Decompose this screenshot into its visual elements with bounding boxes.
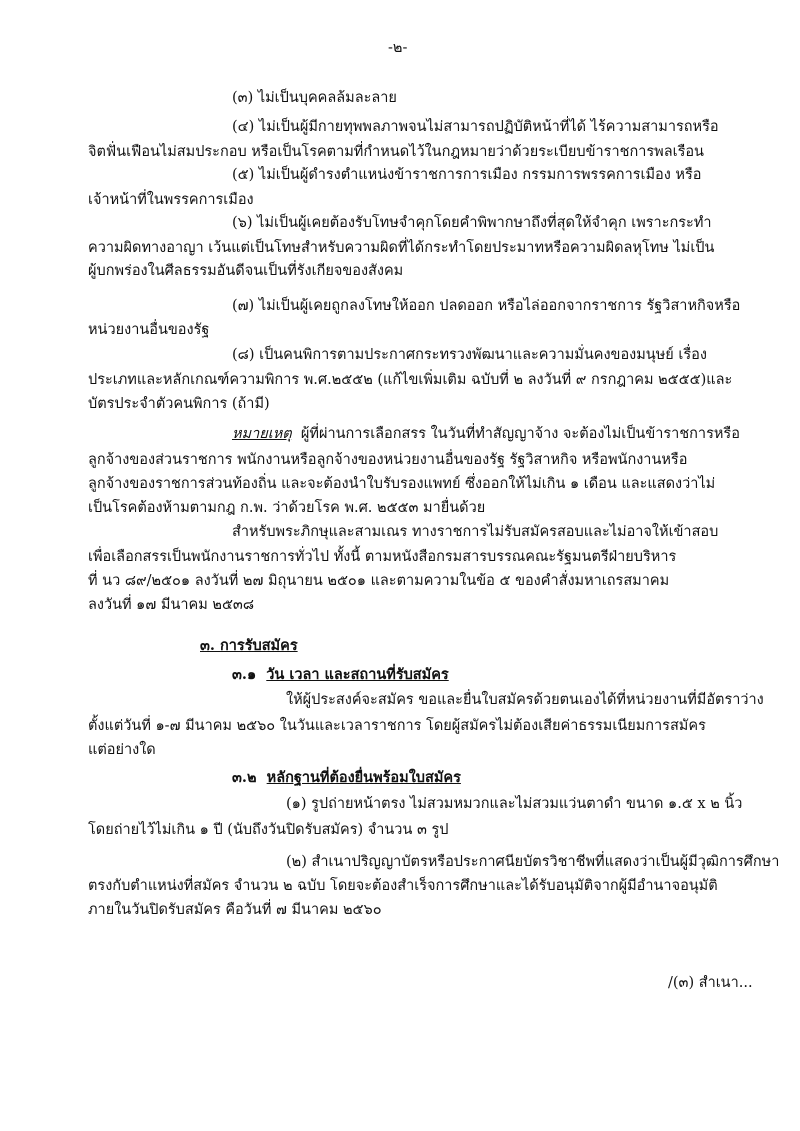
- item-6-line-3: ผู้บกพร่องในศีลธรรมอันดีจนเป็นที่รังเกียจของสังคม: [88, 263, 404, 279]
- monk-line-1: สำหรับพระภิกษุและสามเณร ทางราชการไม่รับสมัครสอบและไม่อาจให้เข้าสอบ: [232, 524, 719, 540]
- note-line-4: เป็นโรคต้องห้ามตามกฎ ก.พ. ว่าด้วยโรค พ.ศ. ๒๕๕๓ มายื่นด้วย: [88, 500, 486, 516]
- section-3-2-number: ๓.๒: [232, 769, 257, 786]
- item-8-line-3: บัตรประจำตัวคนพิการ (ถ้ามี): [88, 396, 270, 412]
- item-6-line-2: ความผิดทางอาญา เว้นแต่เป็นโทษสำหรับความผิดที่ได้กระทำโดยประมาทหรือความผิดลหุโทษ ไม่เป็น: [88, 240, 715, 256]
- section-3-2-item-1-line-1: (๑) รูปถ่ายหน้าตรง ไม่สวมหมวกและไม่สวมแว่นตาดำ ขนาด ๑.๕ x ๒ นิ้ว: [286, 796, 743, 812]
- item-8-line-1: (๘) เป็นคนพิการตามประกาศกระทรวงพัฒนาและความมั่นคงของมนุษย์ เรื่อง: [232, 347, 707, 363]
- section-3-1-heading: [232, 665, 449, 685]
- section-3-2-item-2-line-3: ภายในวันปิดรับสมัคร คือวันที่ ๗ มีนาคม ๒๕๖๐: [88, 902, 382, 918]
- next-page-marker: /(๓) สำเนา...: [668, 975, 753, 991]
- note-line-2: ลูกจ้างของส่วนราชการ พนักงานหรือลูกจ้างของหน่วยงานอื่นของรัฐ รัฐวิสาหกิจ หรือพนักงานหรือ: [88, 452, 688, 468]
- section-3-title: [200, 636, 298, 656]
- note-text: ผู้ที่ผ่านการเลือกสรร ในวันที่ทำสัญญาจ้าง จะต้องไม่เป็นข้าราชการหรือ: [300, 426, 740, 442]
- item-4-line-2: จิตฟั่นเฟือนไม่สมประกอบ หรือเป็นโรคตามที่กำหนดไว้ในกฎหมายว่าด้วยระเบียบข้าราชการพลเรือน: [88, 144, 704, 160]
- item-3: (๓) ไม่เป็นบุคคลล้มละลาย: [232, 90, 397, 106]
- section-3-1-line-2: ตั้งแต่วันที่ ๑-๗ มีนาคม ๒๕๖๐ ในวันและเวลาราชการ โดยผู้สมัครไม่ต้องเสียค่าธรรมเนียมการสมัคร: [88, 718, 706, 734]
- page-number: -๒-: [388, 40, 408, 56]
- monk-line-3: ที่ นว ๘๙/๒๕๐๑ ลงวันที่ ๒๗ มิถุนายน ๒๕๐๑ และตามความในข้อ ๕ ของคำสั่งมหาเถรสมาคม: [88, 573, 670, 589]
- section-3-1-number: ๓.๑: [232, 666, 257, 683]
- item-5-line-1: (๕) ไม่เป็นผู้ดำรงตำแหน่งข้าราชการการเมือง กรรมการพรรคการเมือง หรือ: [232, 167, 702, 183]
- section-3-1-line-1: ให้ผู้ประสงค์จะสมัคร ขอและยื่นใบสมัครด้วยตนเองได้ที่หน่วยงานที่มีอัตราว่าง: [286, 692, 764, 708]
- item-8-line-2: ประเภทและหลักเกณฑ์ความพิการ พ.ศ.๒๕๕๒ (แก้ไขเพิ่มเติม ฉบับที่ ๒ ลงวันที่ ๙ กรกฎาคม ๒๕๕๕)และ: [88, 372, 733, 388]
- note-line-1: [232, 424, 740, 444]
- section-3-1-line-3: แต่อย่างใด: [88, 742, 156, 758]
- section-3-1-title: วัน เวลา และสถานที่รับสมัคร: [266, 666, 449, 683]
- item-5-line-2: เจ้าหน้าที่ในพรรคการเมือง: [88, 192, 254, 208]
- item-7-line-1: (๗) ไม่เป็นผู้เคยถูกลงโทษให้ออก ปลดออก หรือไล่ออกจากราชการ รัฐวิสาหกิจหรือ: [232, 298, 741, 314]
- section-3-2-item-1-line-2: โดยถ่ายไว้ไม่เกิน ๑ ปี (นับถึงวันปิดรับสมัคร) จำนวน ๓ รูป: [88, 822, 449, 838]
- note-label: หมายเหตุ: [232, 426, 292, 442]
- monk-line-2: เพื่อเลือกสรรเป็นพนักงานราชการทั่วไป ทั้งนี้ ตามหนังสือกรมสารบรรณคณะรัฐมนตรีฝ่ายบริหาร: [88, 549, 677, 565]
- section-3-2-title: หลักฐานที่ต้องยื่นพร้อมใบสมัคร: [266, 769, 461, 786]
- section-3-2-heading: [232, 768, 461, 788]
- section-3-2-item-2-line-2: ตรงกับตำแหน่งที่สมัคร จำนวน ๒ ฉบับ โดยจะต้องสำเร็จการศึกษาและได้รับอนุมัติจากผู้มีอำนาจอนุมัติ: [88, 878, 718, 894]
- section-3-2-item-2-line-1: (๒) สำเนาปริญญาบัตรหรือประกาศนียบัตรวิชาชีพที่แสดงว่าเป็นผู้มีวุฒิการศึกษา: [286, 854, 780, 870]
- section-3-title-text: ๓. การรับสมัคร: [200, 637, 298, 654]
- monk-line-4: ลงวันที่ ๑๗ มีนาคม ๒๕๓๘: [88, 597, 255, 613]
- item-6-line-1: (๖) ไม่เป็นผู้เคยต้องรับโทษจำคุกโดยคำพิพากษาถึงที่สุดให้จำคุก เพราะกระทำ: [232, 215, 712, 231]
- note-line-3: ลูกจ้างของราชการส่วนท้องถิ่น และจะต้องนำใบรับรองแพทย์ ซึ่งออกให้ไม่เกิน ๑ เดือน และแสดงว่าไม่: [88, 476, 716, 492]
- item-4-line-1: (๔) ไม่เป็นผู้มีกายทุพพลภาพจนไม่สามารถปฏิบัติหน้าที่ได้ ไร้ความสามารถหรือ: [232, 119, 719, 135]
- item-7-line-2: หน่วยงานอื่นของรัฐ: [88, 322, 210, 338]
